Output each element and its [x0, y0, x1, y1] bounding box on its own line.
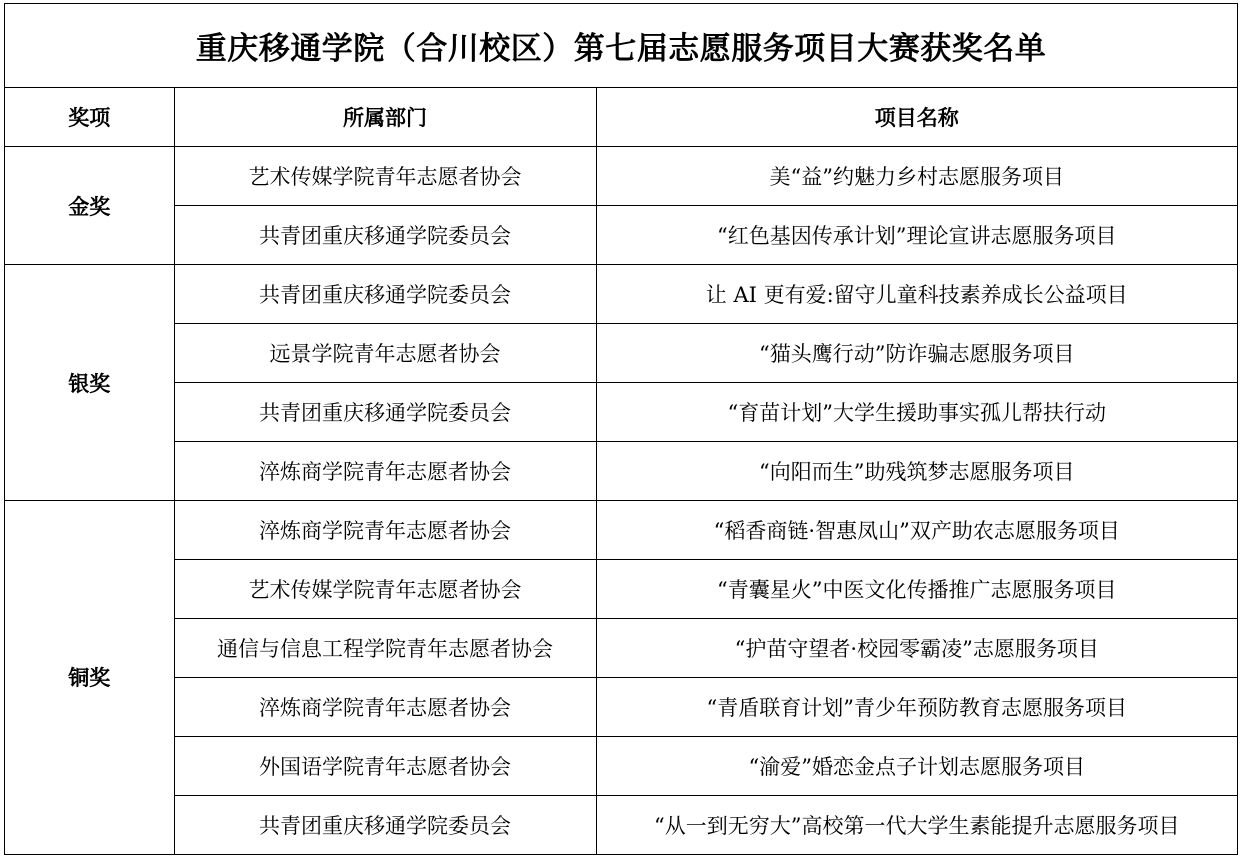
department-cell: 淬炼商学院青年志愿者协会 [174, 501, 596, 560]
project-cell: “向阳而生”助残筑梦志愿服务项目 [596, 442, 1237, 501]
project-cell: “红色基因传承计划”理论宣讲志愿服务项目 [596, 206, 1237, 265]
department-cell: 远景学院青年志愿者协会 [174, 324, 596, 383]
table-row [5, 265, 1237, 324]
award-table [5, 88, 1237, 855]
award-gold: 金奖 [5, 147, 174, 265]
department-cell: 艺术传媒学院青年志愿者协会 [174, 560, 596, 619]
award-silver: 银奖 [5, 265, 174, 501]
department-cell: 外国语学院青年志愿者协会 [174, 737, 596, 796]
table-row [5, 383, 1237, 442]
header-award: 奖项 [5, 88, 174, 147]
project-cell: “育苗计划”大学生援助事实孤儿帮扶行动 [596, 383, 1237, 442]
project-cell: “稻香商链·智惠凤山”双产助农志愿服务项目 [596, 501, 1237, 560]
header-department: 所属部门 [174, 88, 596, 147]
title-row [5, 4, 1237, 88]
department-cell: 淬炼商学院青年志愿者协会 [174, 442, 596, 501]
project-cell: “青囊星火”中医文化传播推广志愿服务项目 [596, 560, 1237, 619]
table-row [5, 619, 1237, 678]
department-cell: 淬炼商学院青年志愿者协会 [174, 678, 596, 737]
department-cell: 艺术传媒学院青年志愿者协会 [174, 147, 596, 206]
award-bronze: 铜奖 [5, 501, 174, 855]
department-cell: 共青团重庆移通学院委员会 [174, 265, 596, 324]
project-cell: “护苗守望者·校园零霸凌”志愿服务项目 [596, 619, 1237, 678]
table-row [5, 206, 1237, 265]
table-row [5, 147, 1237, 206]
table-row [5, 442, 1237, 501]
table-row [5, 678, 1237, 737]
department-cell: 共青团重庆移通学院委员会 [174, 796, 596, 855]
project-cell: 美“益”约魅力乡村志愿服务项目 [596, 147, 1237, 206]
department-cell: 共青团重庆移通学院委员会 [174, 206, 596, 265]
page-title: 重庆移通学院（合川校区）第七届志愿服务项目大赛获奖名单 [195, 31, 1047, 67]
department-cell: 共青团重庆移通学院委员会 [174, 383, 596, 442]
table-row [5, 324, 1237, 383]
award-table-body [5, 147, 1237, 855]
project-cell: “从一到无穷大”高校第一代大学生素能提升志愿服务项目 [596, 796, 1237, 855]
project-cell: “青盾联育计划”青少年预防教育志愿服务项目 [596, 678, 1237, 737]
header-project: 项目名称 [596, 88, 1237, 147]
award-list-sheet [4, 3, 1238, 855]
department-cell: 通信与信息工程学院青年志愿者协会 [174, 619, 596, 678]
project-cell: “猫头鹰行动”防诈骗志愿服务项目 [596, 324, 1237, 383]
table-row [5, 737, 1237, 796]
project-cell: 让 AI 更有爱:留守儿童科技素养成长公益项目 [596, 265, 1237, 324]
table-row [5, 501, 1237, 560]
table-row [5, 796, 1237, 855]
table-row [5, 560, 1237, 619]
header-row [5, 88, 1237, 147]
project-cell: “渝爱”婚恋金点子计划志愿服务项目 [596, 737, 1237, 796]
